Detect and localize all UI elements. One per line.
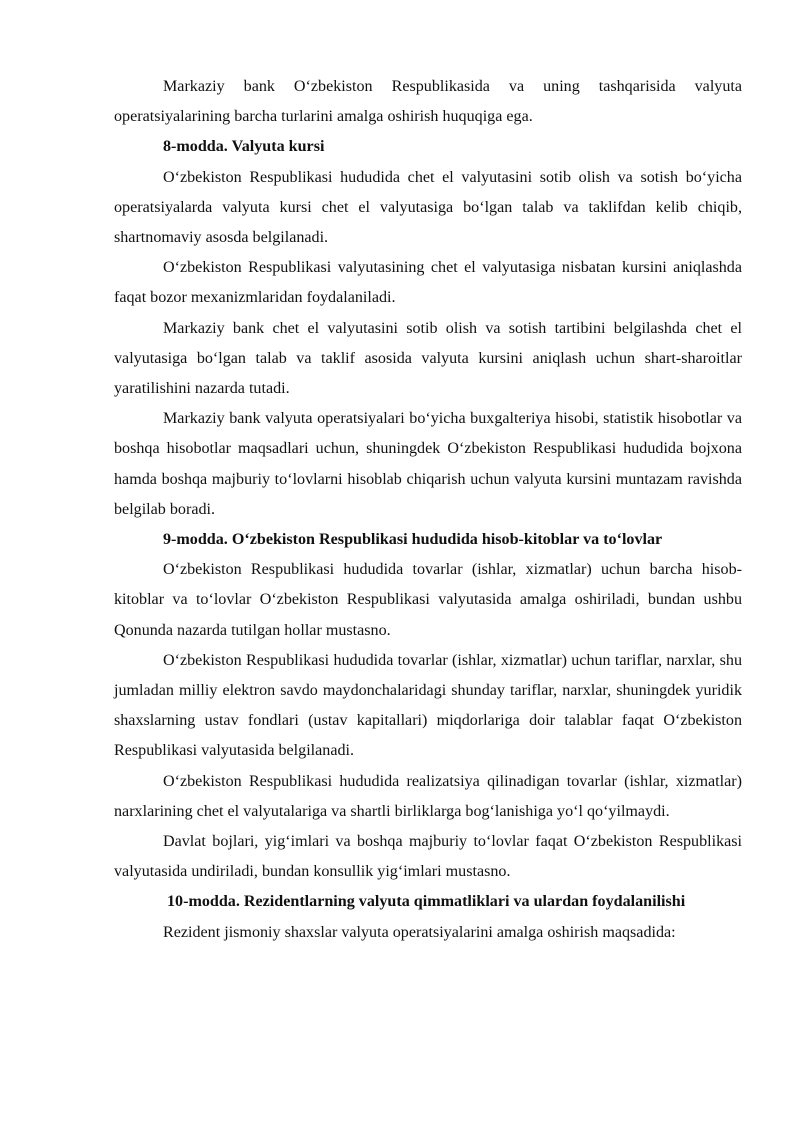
paragraph: O‘zbekiston Respublikasi valyutasining chet el valyutasiga nisbatan kursini aniqlashda faqat bozor mexanizmlaridan foydalaniladi. bbox=[114, 259, 742, 307]
paragraph: O‘zbekiston Respublikasi hududida realizatsiya qilinadigan tovarlar (ishlar, xizmatlar) narxlarining chet el valyutalariga va shartli birliklarga bog‘lanishiga yo‘l qo‘yilmaydi. bbox=[114, 772, 742, 820]
paragraph: Markaziy bank O‘zbekiston Respublikasida va uning tashqarisida valyuta operatsiyalarining barcha turlarini amalga oshirish huquqiga ega. bbox=[114, 78, 742, 126]
paragraph: O‘zbekiston Respublikasi hududida chet el valyutasini sotib olish va sotish bo‘yicha operatsiyalarda valyuta kursi chet el valyutasiga bo‘lgan talab va taklifdan kelib chiqib, shartnomaviy asosda belgilanadi. bbox=[114, 168, 742, 247]
article-heading: 10-modda. Rezidentlarning valyuta qimmatliklari va ulardan foydalanilishi bbox=[167, 893, 686, 911]
article-heading: 9-modda. O‘zbekiston Respublikasi hududida hisob-kitoblar va to‘lovlar bbox=[163, 531, 663, 549]
paragraph: Markaziy bank chet el valyutasini sotib olish va sotish tartibini belgilashda chet el valyutasiga bo‘lgan talab va taklif asosida valyuta kursini aniqlash uchun shart-sharoitlar yaratilishini nazarda tutadi. bbox=[114, 319, 742, 398]
article-heading: 8-modda. Valyuta kursi bbox=[163, 138, 325, 156]
paragraph: Rezident jismoniy shaxslar valyuta operatsiyalarini amalga oshirish maqsadida: bbox=[163, 923, 676, 941]
paragraph: O‘zbekiston Respublikasi hududida tovarlar (ishlar, xizmatlar) uchun tariflar, narxlar, shu jumladan milliy elektron savdo maydonchalaridagi shunday tariflar, narxlar, shuningdek yuridik shaxslarning ustav fondlari (ustav kapitallari) miqdorlariga doir talablar faqat O‘zbekiston Respublikasi valyutasida belgilanadi. bbox=[114, 651, 742, 760]
document-body bbox=[114, 72, 742, 948]
paragraph: Markaziy bank valyuta operatsiyalari bo‘yicha buxgalteriya hisobi, statistik hisobotlar va boshqa hisobotlar maqsadlari uchun, shuningdek O‘zbekiston Respublikasi hududida bojxona hamda boshqa majburiy to‘lovlarni hisoblab chiqarish uchun valyuta kursini muntazam ravishda belgilab boradi. bbox=[114, 410, 742, 518]
paragraph: O‘zbekiston Respublikasi hududida tovarlar (ishlar, xizmatlar) uchun barcha hisob-kitoblar va to‘lovlar O‘zbekiston Respublikasi valyutasida amalga oshiriladi, bundan ushbu Qonunda nazarda tutilgan hollar mustasno. bbox=[114, 561, 742, 639]
paragraph: Davlat bojlari, yig‘imlari va boshqa majburiy to‘lovlar faqat O‘zbekiston Respublikasi valyutasida undiriladi, bundan konsullik yig‘imlari mustasno. bbox=[114, 833, 742, 881]
